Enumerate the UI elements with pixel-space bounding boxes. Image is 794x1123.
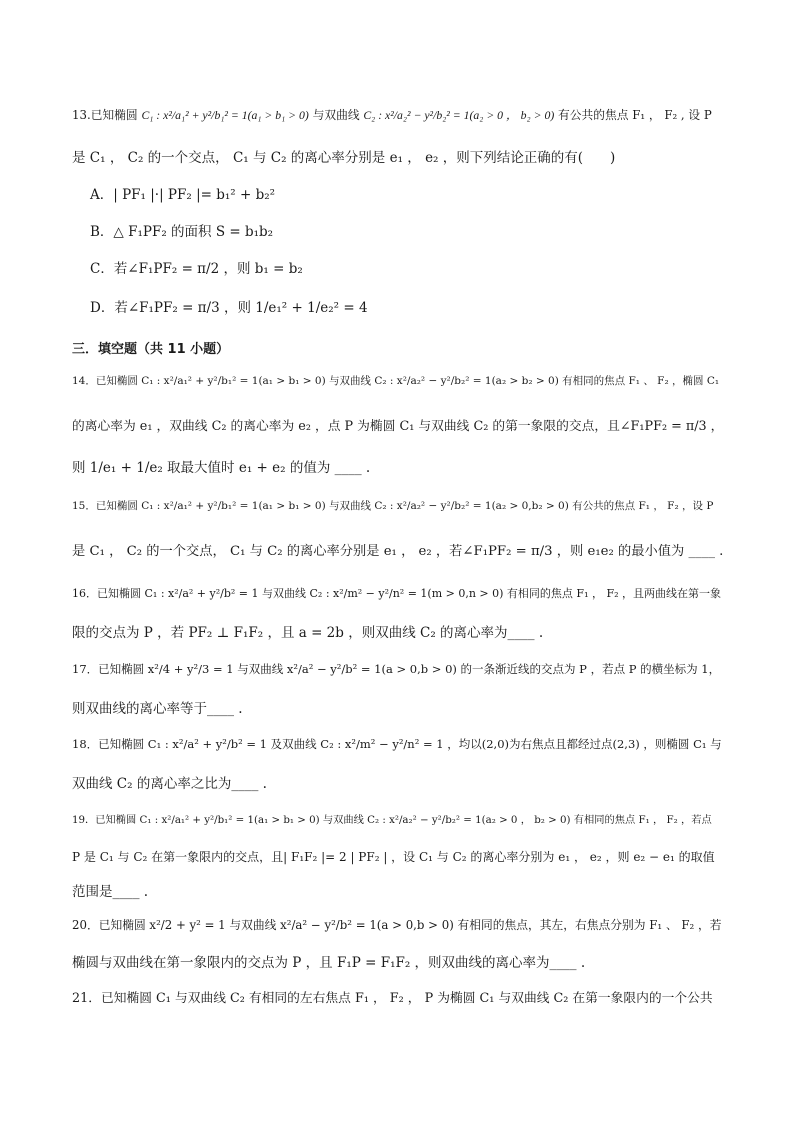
q13-pre: 已知椭圆 [90, 108, 138, 122]
q16-line-2: 限的交点为 P ，若 PF₂ ⊥ F₁F₂ ，且 a = 2b ，则双曲线 C₂ 的离心率为____ . [72, 625, 544, 641]
q13-option-a: A．| PF₁ |·| PF₂ |= b₁² + b₂² [90, 187, 276, 203]
q13-tail: 有公共的焦点 F₁ ， F₂ , 设 P [558, 108, 712, 122]
q15-line-1: 15．已知椭圆 C₁ : x²/a₁² + y²/b₁² = 1(a₁ > b₁ > 0) 与双曲线 C₂ : x²/a₂² − y²/b₂² = 1(a₂ > 0,b₂ > 0) 有公共的焦点 F₁ ， F₂ ，设 P [72, 500, 714, 512]
q21-line-1: 21．已知椭圆 C₁ 与双曲线 C₂ 有相同的左右焦点 F₁ ， F₂ ， P 为椭圆 C₁ 与双曲线 C₂ 在第一象限内的一个公共 [72, 991, 713, 1006]
q13-option-c: C．若∠F₁PF₂ = π/2 ，则 b₁ = b₂ [90, 261, 303, 277]
q15-line-2: 是 C₁ ， C₂ 的一个交点， C₁ 与 C₂ 的离心率分别是 e₁ ， e₂ ，若∠F₁PF₂ = π/3 ，则 e₁e₂ 的最小值为 ____ . [72, 544, 724, 559]
q17-line-1: 17．已知椭圆 x²/4 + y²/3 = 1 与双曲线 x²/a² − y²/b² = 1(a > 0,b > 0) 的一条渐近线的交点为 P ，若点 P 的横坐标为 1， [72, 662, 721, 676]
q13-num: 13. [72, 108, 91, 122]
q19-line-1: 19．已知椭圆 C₁ : x²/a₁² + y²/b₁² = 1(a₁ > b₁ > 0) 与双曲线 C₂ : x²/a₂² − y²/b₂² = 1(a₂ > 0 ， b₂ > 0) 有相同的焦点 F₁ ， F₂ ，若点 [72, 814, 712, 826]
q19-line-2: P 是 C₁ 与 C₂ 在第一象限内的交点，且| F₁F₂ |= 2 | PF₂ | ，设 C₁ 与 C₂ 的离心率分别为 e₁ ， e₂ ，则 e₂ − e₁ 的取值 [72, 850, 715, 864]
section-header: 三．填空题（共 11 小题） [72, 342, 230, 357]
q14-line-1: 14．已知椭圆 C₁ : x²/a₁² + y²/b₁² = 1(a₁ > b₁ > 0) 与双曲线 C₂ : x²/a₂² − y²/b₂² = 1(a₂ > b₂ > 0) 有相同的焦点 F₁ 、 F₂ ，椭圆 C₁ [72, 375, 720, 387]
q13-line-1 [72, 106, 724, 123]
q20-line-2: 椭圆与双曲线在第一象限内的交点为 P ，且 F₁P = F₁F₂ ，则双曲线的离心率为____ . [72, 955, 586, 971]
q18-line-1: 18．已知椭圆 C₁ : x²/a² + y²/b² = 1 及双曲线 C₂ : x²/m² − y²/n² = 1 ，均以(2,0)为右焦点且都经过点(2,3) ，则椭圆 C₁ 与 [72, 737, 722, 751]
q13-mid: 与双曲线 [312, 108, 360, 122]
q13-line-2: 是 C₁ ， C₂ 的一个交点， C₁ 与 C₂ 的离心率分别是 e₁ ， e₂ ，则下列结论正确的有( ) [72, 150, 616, 166]
q16-line-1: 16．已知椭圆 C₁ : x²/a² + y²/b² = 1 与双曲线 C₂ : x²/m² − y²/n² = 1(m > 0,n > 0) 有相同的焦点 F₁ ， F₂ ，且两曲线在第一象 [72, 587, 722, 600]
q19-line-3: 范围是____ . [72, 884, 149, 900]
q13-hyperbola-eq: C₂ : x²/a₂² − y²/b₂² = 1(a₂ > 0 ， b₂ > 0) [363, 109, 555, 122]
q20-line-1: 20．已知椭圆 x²/2 + y² = 1 与双曲线 x²/a² − y²/b² = 1(a > 0,b > 0) 有相同的焦点，其左，右焦点分别为 F₁ 、 F₂ ，若 [72, 918, 722, 932]
q13-ellipse-eq: C₁ : x²/a₁² + y²/b₁² = 1(a₁ > b₁ > 0) [141, 109, 309, 122]
q13-option-d: D．若∠F₁PF₂ = π/3 ，则 1/e₁² + 1/e₂² = 4 [90, 300, 368, 316]
q14-line-3: 则 1/e₁ + 1/e₂ 取最大值时 e₁ + e₂ 的值为 ____ . [72, 460, 371, 476]
q18-line-2: 双曲线 C₂ 的离心率之比为____ . [72, 776, 267, 792]
q13-option-b: B．△ F₁PF₂ 的面积 S = b₁b₂ [90, 224, 274, 240]
q17-line-2: 则双曲线的离心率等于____ . [72, 701, 243, 717]
q14-line-2: 的离心率为 e₁ ，双曲线 C₂ 的离心率为 e₂ ，点 P 为椭圆 C₁ 与双曲线 C₂ 的第一象限的交点，且∠F₁PF₂ = π/3 ， [72, 419, 724, 434]
